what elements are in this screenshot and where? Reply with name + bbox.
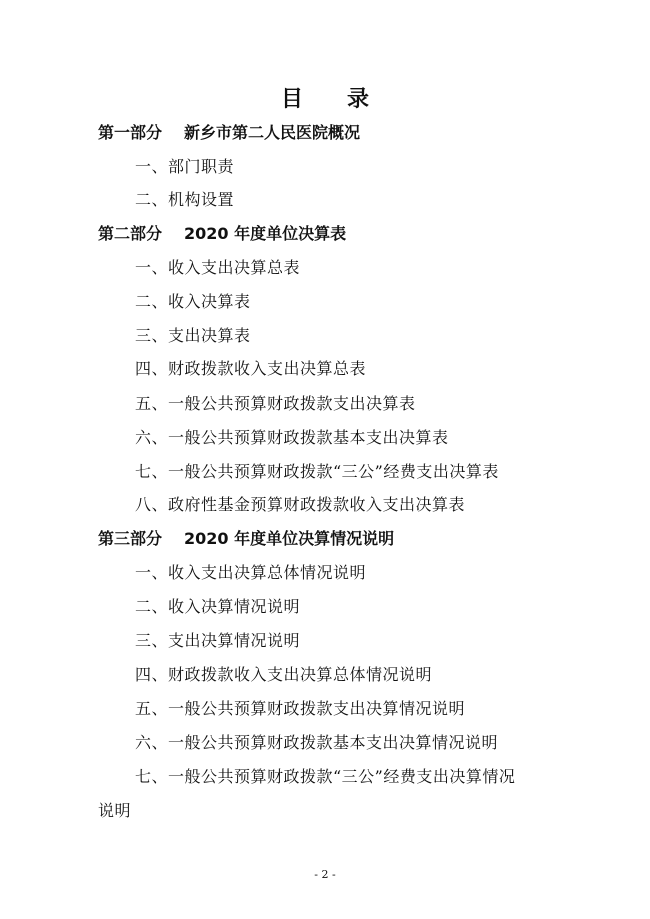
toc-item: 一、收入支出决算总体情况说明 xyxy=(135,563,367,582)
page-number: - 2 - xyxy=(314,868,336,881)
toc-part-1 xyxy=(98,122,360,144)
toc-item: 一、部门职责 xyxy=(135,157,235,176)
toc-item-continuation: 说明 xyxy=(98,801,132,820)
toc-item: 二、机构设置 xyxy=(135,190,235,209)
toc-part-3 xyxy=(98,528,394,550)
toc-part-label: 第二部分 xyxy=(98,224,163,243)
toc-item: 五、一般公共预算财政拨款支出决算情况说明 xyxy=(135,699,466,718)
toc-item: 二、收入决算表 xyxy=(135,292,251,311)
toc-part-name: 2020 年度单位决算表 xyxy=(184,224,347,243)
toc-part-name: 新乡市第二人民医院概况 xyxy=(184,123,361,142)
toc-part-label: 第一部分 xyxy=(98,123,163,142)
toc-title-left: 目 xyxy=(280,87,303,112)
toc-title-right: 录 xyxy=(347,87,370,112)
toc-item: 八、政府性基金预算财政拨款收入支出决算表 xyxy=(135,495,466,514)
toc-part-name: 2020 年度单位决算情况说明 xyxy=(184,529,395,548)
toc-item: 六、一般公共预算财政拨款基本支出决算情况说明 xyxy=(135,733,499,752)
toc-item: 六、一般公共预算财政拨款基本支出决算表 xyxy=(135,428,449,447)
toc-part-2 xyxy=(98,223,346,245)
toc-title xyxy=(0,82,650,113)
toc-item: 四、财政拨款收入支出决算总表 xyxy=(135,359,367,378)
toc-item: 一、收入支出决算总表 xyxy=(135,258,301,277)
toc-item: 七、一般公共预算财政拨款“三公”经费支出决算情况 xyxy=(135,767,516,786)
toc-item: 四、财政拨款收入支出决算总体情况说明 xyxy=(135,665,433,684)
toc-part-label: 第三部分 xyxy=(98,529,163,548)
toc-item: 三、支出决算情况说明 xyxy=(135,631,301,650)
toc-item: 二、收入决算情况说明 xyxy=(135,597,301,616)
toc-item: 五、一般公共预算财政拨款支出决算表 xyxy=(135,394,416,413)
toc-item: 七、一般公共预算财政拨款“三公”经费支出决算表 xyxy=(135,462,499,481)
toc-item: 三、支出决算表 xyxy=(135,326,251,345)
